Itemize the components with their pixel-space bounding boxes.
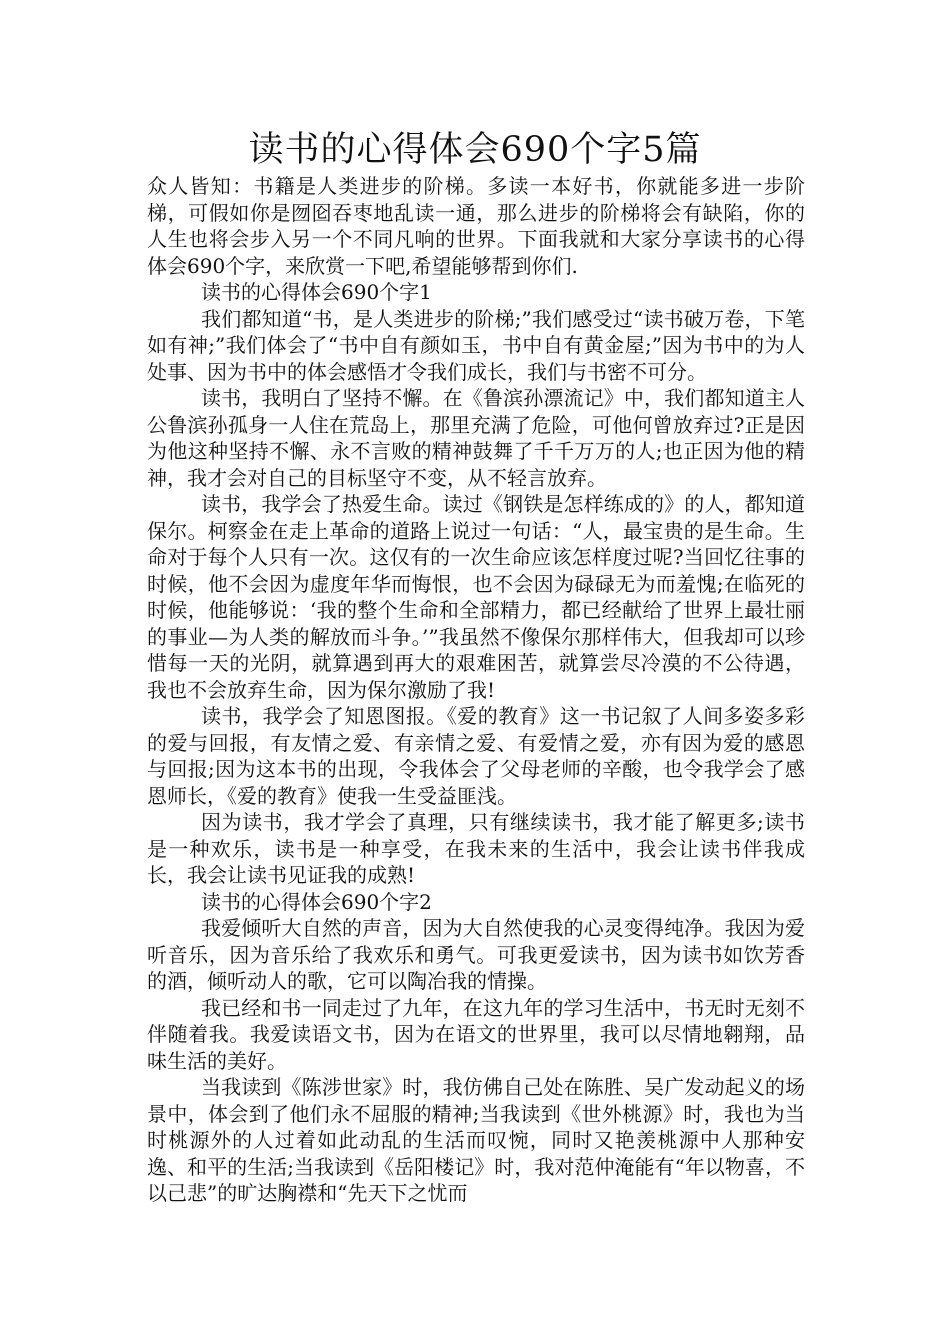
section-2-paragraph-2: 我已经和书一同走过了九年，在这九年的学习生活中，书无时无刻不伴随着我。我爱读语文书，因为在语文的世界里，我可以尽情地翱翔，品味生活的美好。 xyxy=(147,995,805,1073)
section-1-paragraph-4: 读书，我学会了知恩图报。《爱的教育》这一书记叙了人间多姿多彩的爱与回报，有友情之爱、有亲情之爱、有爱情之爱，亦有因为爱的感恩与回报;因为这本书的出现，令我体会了父母老师的辛酸，也令我学会了感恩师长，《爱的教育》使我一生受益匪浅。 xyxy=(147,704,805,808)
document-title: 读书的心得体会690个字5篇 xyxy=(248,130,702,170)
section-1-paragraph-3: 读书，我学会了热爱生命。读过《钢铁是怎样练成的》的人，都知道保尔。柯察金在走上革命的道路上说过一句话：“人，最宝贵的是生命。生命对于每个人只有一次。这仅有的一次生命应该怎样度过呢?当回忆往事的时候，他不会因为虚度年华而悔恨，也不会因为碌碌无为而羞愧;在临死的时候，他能够说：‘我的整个生命和全部精力，都已经献给了世界上最壮丽的事业—为人类的解放而斗争。’”我虽然不像保尔那样伟大，但我却可以珍惜每一天的光阴，就算遇到再大的艰难困苦，就算尝尽冷漠的不公待遇，我也不会放弃生命，因为保尔激励了我! xyxy=(147,492,805,702)
section-1-paragraph-1: 我们都知道“书，是人类进步的阶梯;”我们感受过“读书破万卷，下笔如有神;”我们体会了“书中自有颜如玉，书中自有黄金屋;”因为书中的为人处事、因为书中的体会感悟才令我们成长，我们与书密不可分。 xyxy=(147,306,805,384)
section-1-paragraph-2: 读书，我明白了坚持不懈。在《鲁滨孙漂流记》中，我们都知道主人公鲁滨孙孤身一人住在荒岛上，那里充满了危险，可他何曾放弃过?正是因为他这种坚持不懈、永不言败的精神鼓舞了千千万万的人;也正因为他的精神，我才会对自己的目标坚守不变，从不轻言放弃。 xyxy=(147,386,805,490)
section-1-heading: 读书的心得体会690个字1 xyxy=(201,280,432,304)
section-2-paragraph-1: 我爱倾听大自然的声音，因为大自然使我的心灵变得纯净。我因为爱听音乐，因为音乐给了我欢乐和勇气。可我更爱读书，因为读书如饮芳香的酒，倾听动人的歌，它可以陶冶我的情操。 xyxy=(147,916,805,993)
intro-paragraph: 众人皆知：书籍是人类进步的阶梯。多读一本好书，你就能多进一步阶梯，可假如你是囫囵吞枣地乱读一通，那么进步的阶梯将会有缺陷，你的人生也将会步入另一个不同凡响的世界。下面我就和大家分享读书的心得体会690个字，来欣赏一下吧,希望能够帮到你们. xyxy=(147,174,805,278)
section-2-heading: 读书的心得体会690个字2 xyxy=(201,889,432,914)
section-1-paragraph-5: 因为读书，我才学会了真理，只有继续读书，我才能了解更多;读书是一种欢乐，读书是一种享受，在我未来的生活中，我会让读书伴我成长，我会让读书见证我的成熟! xyxy=(147,810,805,887)
section-2-paragraph-3: 当我读到《陈涉世家》时，我仿佛自己处在陈胜、吴广发动起义的场景中，体会到了他们永不屈服的精神;当我读到《世外桃源》时，我也为当时桃源外的人过着如此动乱的生活而叹惋，同时又艳羡桃源中人那种安逸、和平的生活;当我读到《岳阳楼记》时，我对范仲淹能有“年以物喜，不以己悲”的旷达胸襟和“先天下之忧而 xyxy=(147,1075,805,1205)
document-body xyxy=(147,173,805,1207)
